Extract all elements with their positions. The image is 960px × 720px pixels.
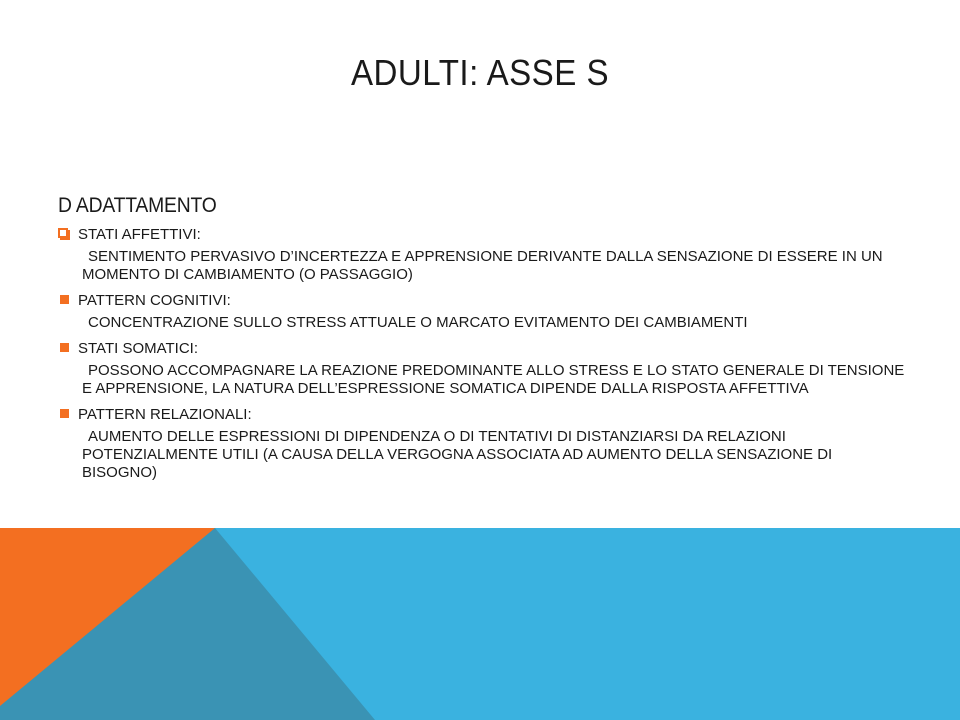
list-item-stati-affettivi: [58, 226, 908, 244]
item-label: PATTERN RELAZIONALI:: [78, 406, 252, 423]
item-description: AUMENTO DELLE ESPRESSIONI DI DIPENDENZA O DI TENTATIVI DI DISTANZIARSI DA RELAZIONI POTENZIALMENTE UTILI (A CAUSA DELLA VERGOGNA ASSOCIATA AD AUMENTO DELLA SENSAZIONE DI BISOGNO): [82, 428, 833, 481]
item-label: STATI SOMATICI:: [78, 340, 198, 357]
item-description: SENTIMENTO PERVASIVO D’INCERTEZZA E APPRENSIONE DERIVANTE DALLA SENSAZIONE DI ESSERE IN UN MOMENTO DI CAMBIAMENTO (O PASSAGGIO): [82, 248, 883, 283]
slide-title: ADULTI: ASSE S: [350, 52, 610, 93]
hollow-square-bullet-icon: [58, 228, 68, 238]
item-label: PATTERN COGNITIVI:: [78, 292, 231, 309]
list-item-stati-somatici: [58, 340, 908, 358]
item-label: STATI AFFETTIVI:: [78, 226, 201, 243]
list-item-pattern-cognitivi: [58, 292, 908, 310]
item-description: CONCENTRAZIONE SULLO STRESS ATTUALE O MARCATO EVITAMENTO DEI CAMBIAMENTI: [88, 314, 748, 331]
list-item-pattern-relazionali: [58, 406, 908, 424]
slide-content: [58, 194, 908, 490]
item-description: POSSONO ACCOMPAGNARE LA REAZIONE PREDOMINANTE ALLO STRESS E LO STATO GENERALE DI TENSIONE E APPRENSIONE, LA NATURA DELL’ESPRESSIONE SOMATICA DIPENDE DALLA RISPOSTA AFFETTIVA: [82, 362, 905, 397]
square-bullet-icon: [60, 295, 69, 304]
section-heading: D ADATTAMENTO: [58, 194, 217, 217]
decorative-footer-shapes: [0, 528, 960, 720]
square-bullet-icon: [60, 343, 69, 352]
square-bullet-icon: [60, 409, 69, 418]
